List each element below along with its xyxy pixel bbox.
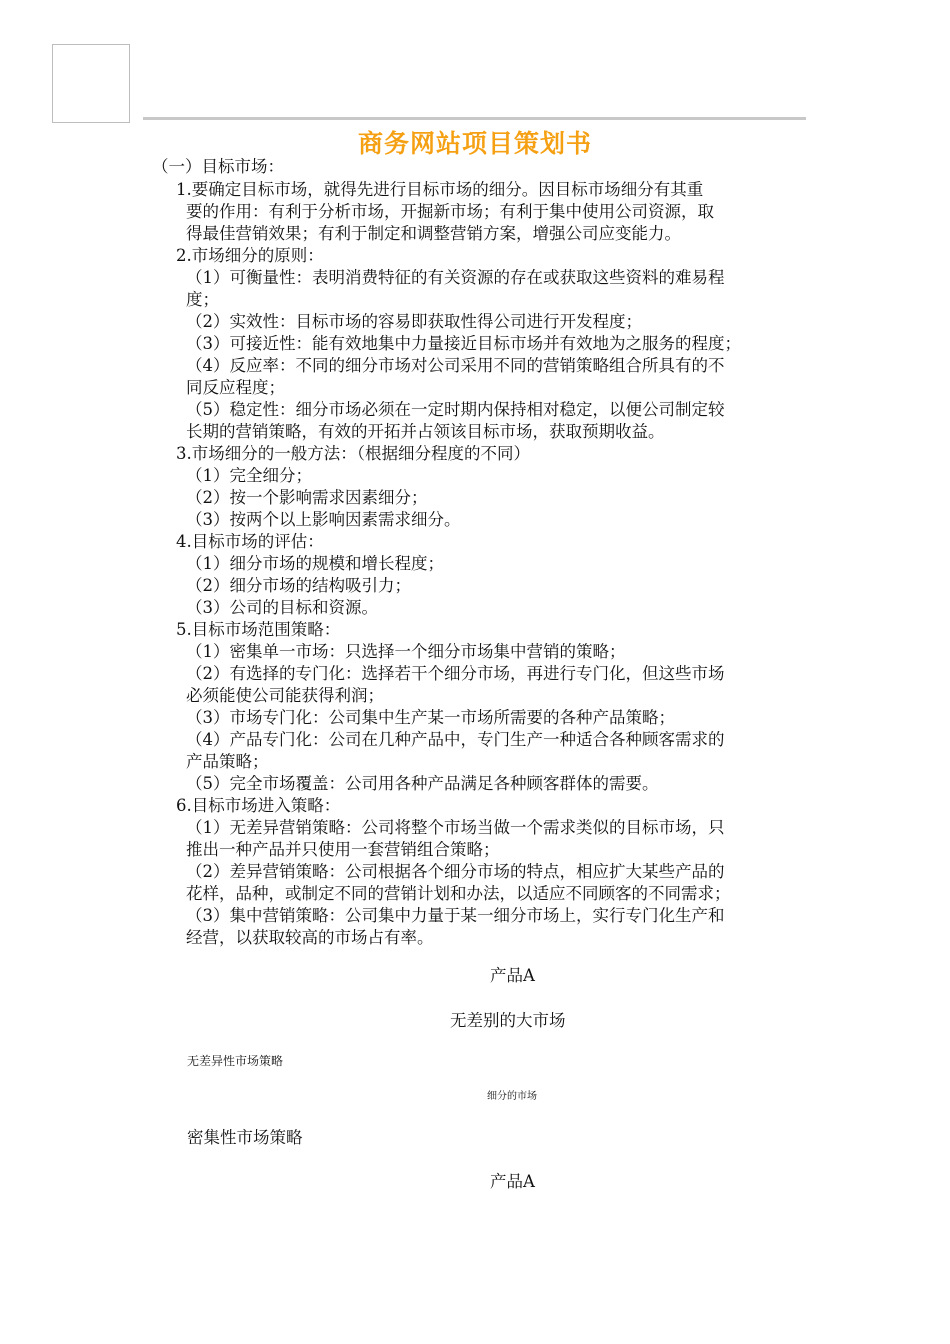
section-heading: （一）目标市场： [152, 157, 284, 176]
list-item: （3）可接近性：能有效地集中力量接近目标市场并有效地为之服务的程度； [186, 334, 741, 353]
list-item: （5）稳定性：细分市场必须在一定时期内保持相对稳定，以便公司制定较 [186, 400, 725, 419]
list-item: 同反应程度； [186, 378, 285, 397]
list-item: （2）按一个影响需求因素细分； [186, 488, 428, 507]
header-divider [143, 117, 806, 120]
paragraph-line: 要的作用：有利于分析市场，开掘新市场；有利于集中使用公司资源，取 [186, 202, 714, 221]
list-item: （2）差异营销策略：公司根据各个细分市场的特点，相应扩大某些产品的 [186, 862, 725, 881]
list-item: （4）产品专门化：公司在几种产品中，专门生产一种适合各种顾客需求的 [186, 730, 725, 749]
list-item: （2）细分市场的结构吸引力； [186, 576, 411, 595]
list-item: （2）有选择的专门化：选择若干个细分市场，再进行专门化，但这些市场 [186, 664, 725, 683]
list-item: （1）细分市场的规模和增长程度； [186, 554, 444, 573]
list-item: （1）无差异营销策略：公司将整个市场当做一个需求类似的目标市场，只 [186, 818, 725, 837]
list-item: （3）按两个以上影响因素需求细分。 [186, 510, 461, 529]
list-item: 产品策略； [186, 752, 269, 771]
diagram-label-undifferentiated-strategy: 无差异性市场策略 [187, 1054, 284, 1068]
subsection-heading: 2.市场细分的原则： [176, 246, 324, 265]
list-item: （4）反应率：不同的细分市场对公司采用不同的营销策略组合所具有的不 [186, 356, 725, 375]
list-item: （5）完全市场覆盖：公司用各种产品满足各种顾客群体的需要。 [186, 774, 659, 793]
list-item: 经营，以获取较高的市场占有率。 [186, 928, 434, 947]
list-item: 长期的营销策略，有效的开拓并占领该目标市场，获取预期收益。 [186, 422, 665, 441]
paragraph-line: 1.要确定目标市场，就得先进行目标市场的细分。因目标市场细分有其重 [176, 180, 704, 199]
list-item: （1）可衡量性：表明消费特征的有关资源的存在或获取这些资料的难易程 [186, 268, 725, 287]
list-item: 推出一种产品并只使用一套营销组合策略； [186, 840, 500, 859]
diagram-label-product-a: 产品A [490, 966, 535, 985]
list-item: （3）市场专门化：公司集中生产某一市场所需要的各种产品策略； [186, 708, 675, 727]
subsection-heading: 3.市场细分的一般方法：（根据细分程度的不同） [176, 444, 530, 463]
subsection-heading: 4.目标市场的评估： [176, 532, 324, 551]
list-item: 必须能使公司能获得利润； [186, 686, 384, 705]
document-title: 商务网站项目策划书 [357, 129, 592, 158]
logo-placeholder [52, 44, 130, 123]
diagram-label-mass-market: 无差别的大市场 [450, 1011, 566, 1030]
list-item: （1）完全细分； [186, 466, 312, 485]
subsection-heading: 6.目标市场进入策略： [176, 796, 341, 815]
diagram-label-concentrated-strategy: 密集性市场策略 [187, 1128, 303, 1147]
list-item: 花样，品种，或制定不同的营销计划和办法，以适应不同顾客的不同需求； [186, 884, 731, 903]
diagram-label-product-a-bottom: 产品A [490, 1172, 535, 1191]
subsection-heading: 5.目标市场范围策略： [176, 620, 341, 639]
paragraph-line: 得最佳营销效果；有利于制定和调整营销方案，增强公司应变能力。 [186, 224, 681, 243]
diagram-label-segmented-market: 细分的市场 [487, 1091, 537, 1102]
list-item: （1）密集单一市场：只选择一个细分市场集中营销的策略； [186, 642, 626, 661]
list-item: （3）集中营销策略：公司集中力量于某一细分市场上，实行专门化生产和 [186, 906, 725, 925]
list-item: （3）公司的目标和资源。 [186, 598, 378, 617]
list-item: 度； [186, 290, 219, 309]
list-item: （2）实效性：目标市场的容易即获取性得公司进行开发程度； [186, 312, 642, 331]
